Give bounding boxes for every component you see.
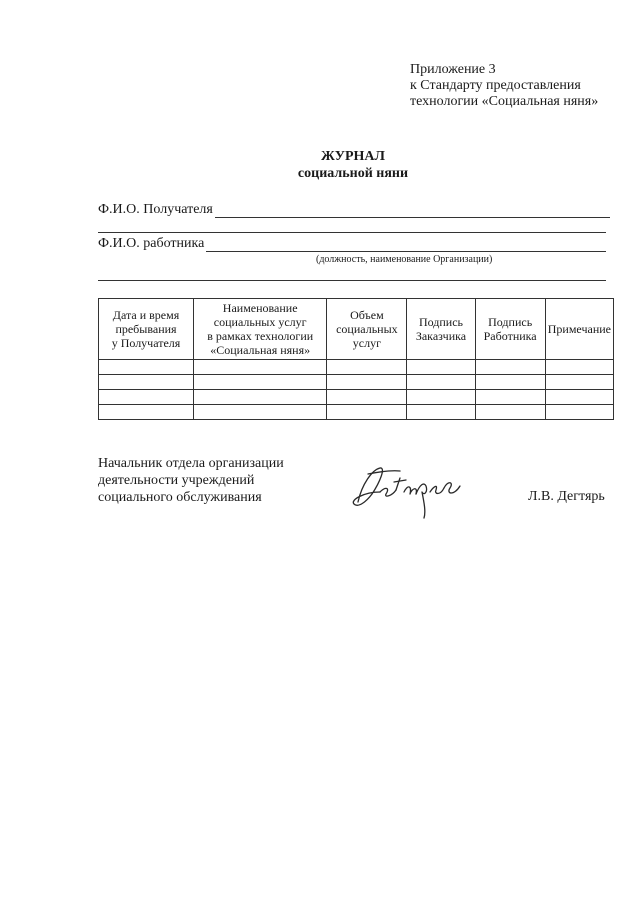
position-line-2: деятельности учреждений — [98, 473, 255, 488]
worker-hint: (должность, наименование Организации) — [316, 254, 493, 265]
col-service-volume: Объем социальных услуг — [327, 299, 407, 360]
recipient-continuation-line — [98, 232, 606, 233]
document-title — [0, 148, 640, 182]
title-line-2: социальной няни — [297, 166, 409, 181]
signatory-name: Л.В. Дегтярь — [528, 489, 605, 504]
position-line-3: социального обслуживания — [98, 490, 262, 505]
worker-label: Ф.И.О. работника — [98, 236, 205, 251]
appendix-line-1: Приложение 3 — [410, 62, 496, 77]
journal-table — [98, 298, 614, 420]
handwritten-signature — [350, 462, 465, 520]
table-row — [99, 360, 614, 375]
recipient-label: Ф.И.О. Получателя — [98, 202, 213, 217]
worker-fill-line — [206, 237, 606, 252]
title-line-1: ЖУРНАЛ — [321, 149, 385, 164]
recipient-fill-line — [215, 203, 610, 218]
table-row — [99, 390, 614, 405]
table-row — [99, 405, 614, 420]
appendix-note — [410, 62, 598, 110]
table-row — [99, 375, 614, 390]
worker-field — [98, 236, 606, 252]
col-service-name: Наименование социальных услуг в рамках технологии «Социальная няня» — [194, 299, 327, 360]
recipient-field — [98, 202, 610, 218]
signatory-position — [98, 455, 284, 506]
appendix-line-2: к Стандарту предоставления — [410, 78, 581, 93]
col-note: Примечание — [545, 299, 613, 360]
appendix-line-3: технологии «Социальная няня» — [410, 94, 599, 109]
worker-continuation-line — [98, 280, 606, 281]
col-date-time: Дата и время пребывания у Получателя — [99, 299, 194, 360]
col-worker-signature: Подпись Работника — [475, 299, 545, 360]
position-line-1: Начальник отдела организации — [98, 456, 284, 471]
journal-header-row — [99, 299, 614, 360]
col-customer-signature: Подпись Заказчика — [407, 299, 475, 360]
